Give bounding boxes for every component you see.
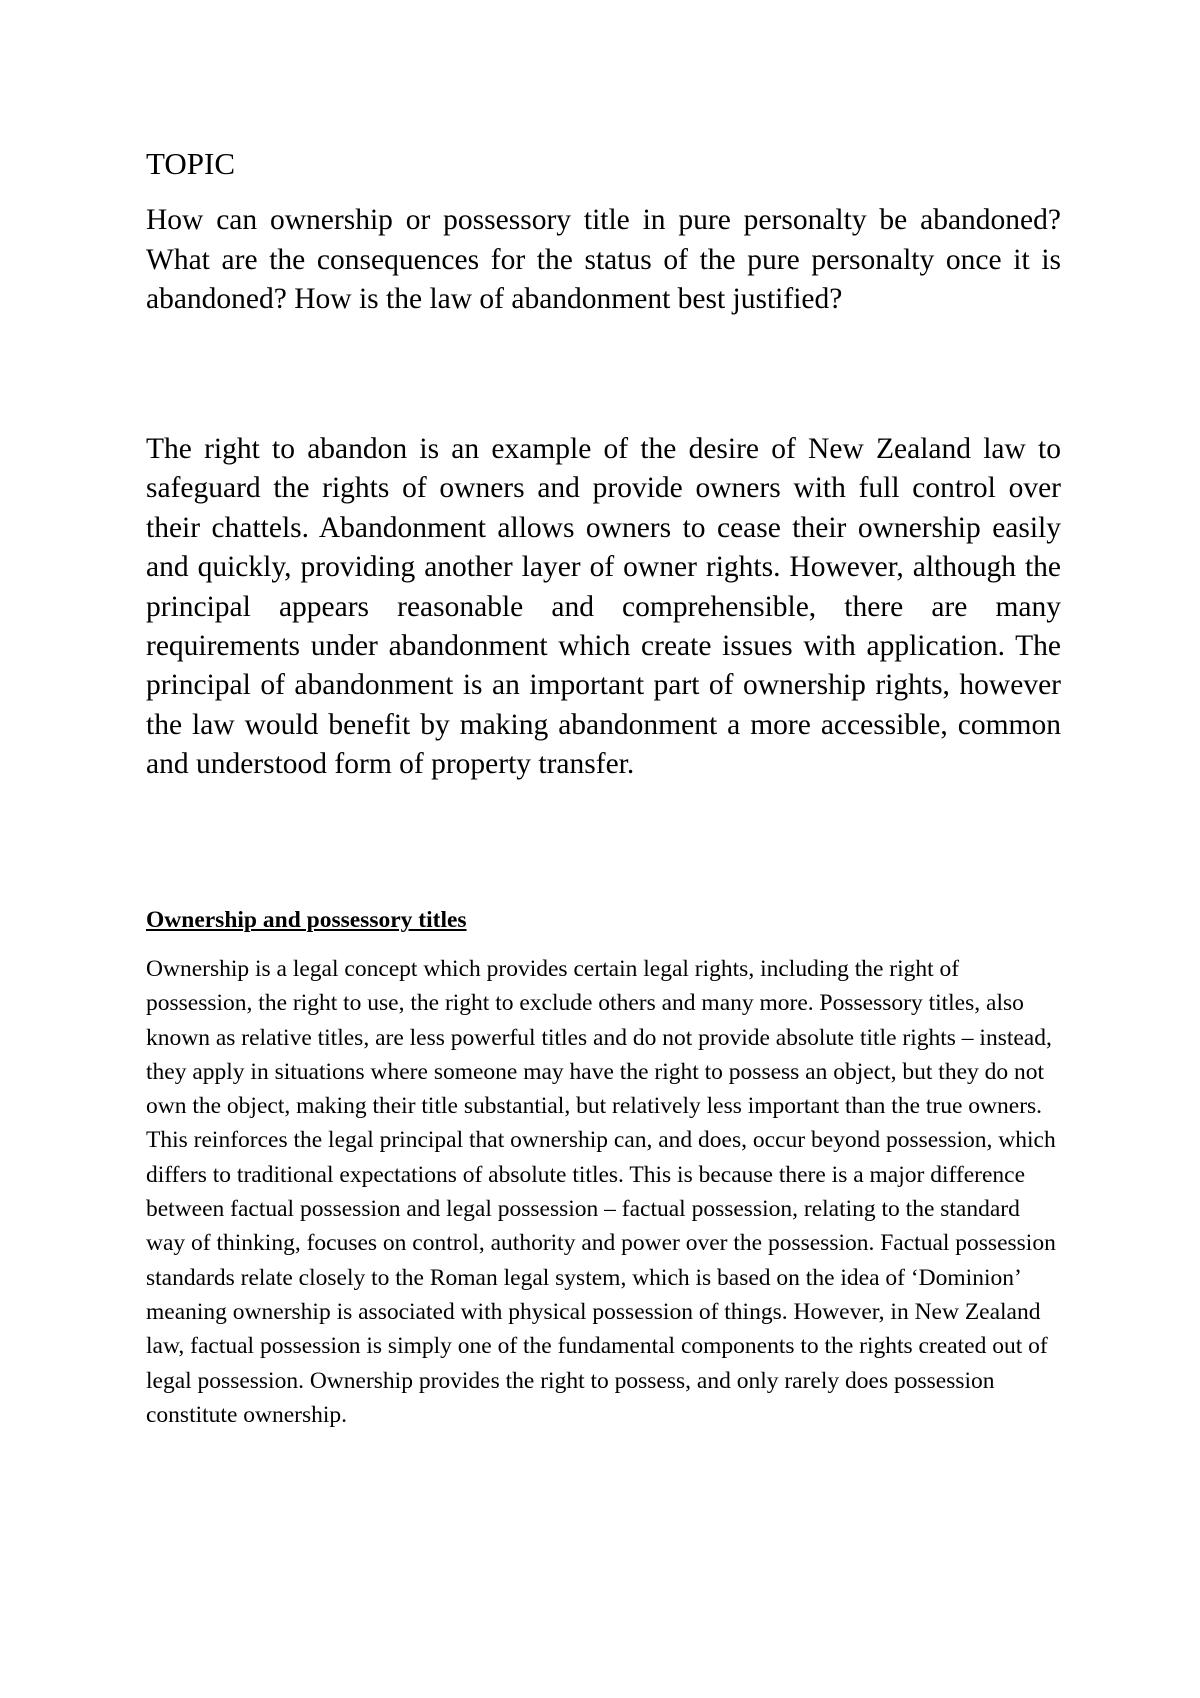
section-paragraph: Ownership is a legal concept which provides certain legal rights, including the right of possession, the right to use, the right to exclude others and many more. Possessory titles, also known as relative titles, are less powerful titles and do not provide absolute title rights – instead, they apply in situations where someone may have the right to possess an object, but they do not own the object, making their title substantial, but relatively less important than the true owners. This reinforces the legal principal that ownership can, and does, occur beyond possession, which differs to traditional expectations of absolute titles. This is because there is a major difference between factual possession and legal possession – factual possession, relating to the standard way of thinking, focuses on control, authority and power over the possession. Factual possession standards relate closely to the Roman legal system, which is based on the idea of ‘Dominion’ meaning ownership is associated with physical possession of things. However, in New Zealand law, factual possession is simply one of the fundamental components to the rights created out of legal possession. Ownership provides the right to possess, and only rarely does possession constitute ownership. — [146, 956, 1056, 1428]
section-heading: Ownership and possessory titles — [146, 907, 467, 933]
topic-label: TOPIC — [146, 146, 236, 181]
document-page — [146, 0, 1061, 1698]
intro-paragraph: The right to abandon is an example of the desire of New Zealand law to safeguard the rights of owners and provide owners with full control over their chattels. Abandonment allows owners to cease their ownership easily and quickly, providing another layer of owner rights. However, although the principal appears reasonable and comprehensible, there are many requirements under abandonment which create issues with application. The principal of abandonment is an important part of ownership rights, however the law would benefit by making abandonment a more accessible, common and understood form of property transfer. — [146, 433, 1061, 781]
topic-question: How can ownership or possessory title in pure personalty be abandoned? What are the consequences for the status of the pure personalty once it is abandoned? How is the law of abandonment best justified? — [146, 204, 1061, 315]
